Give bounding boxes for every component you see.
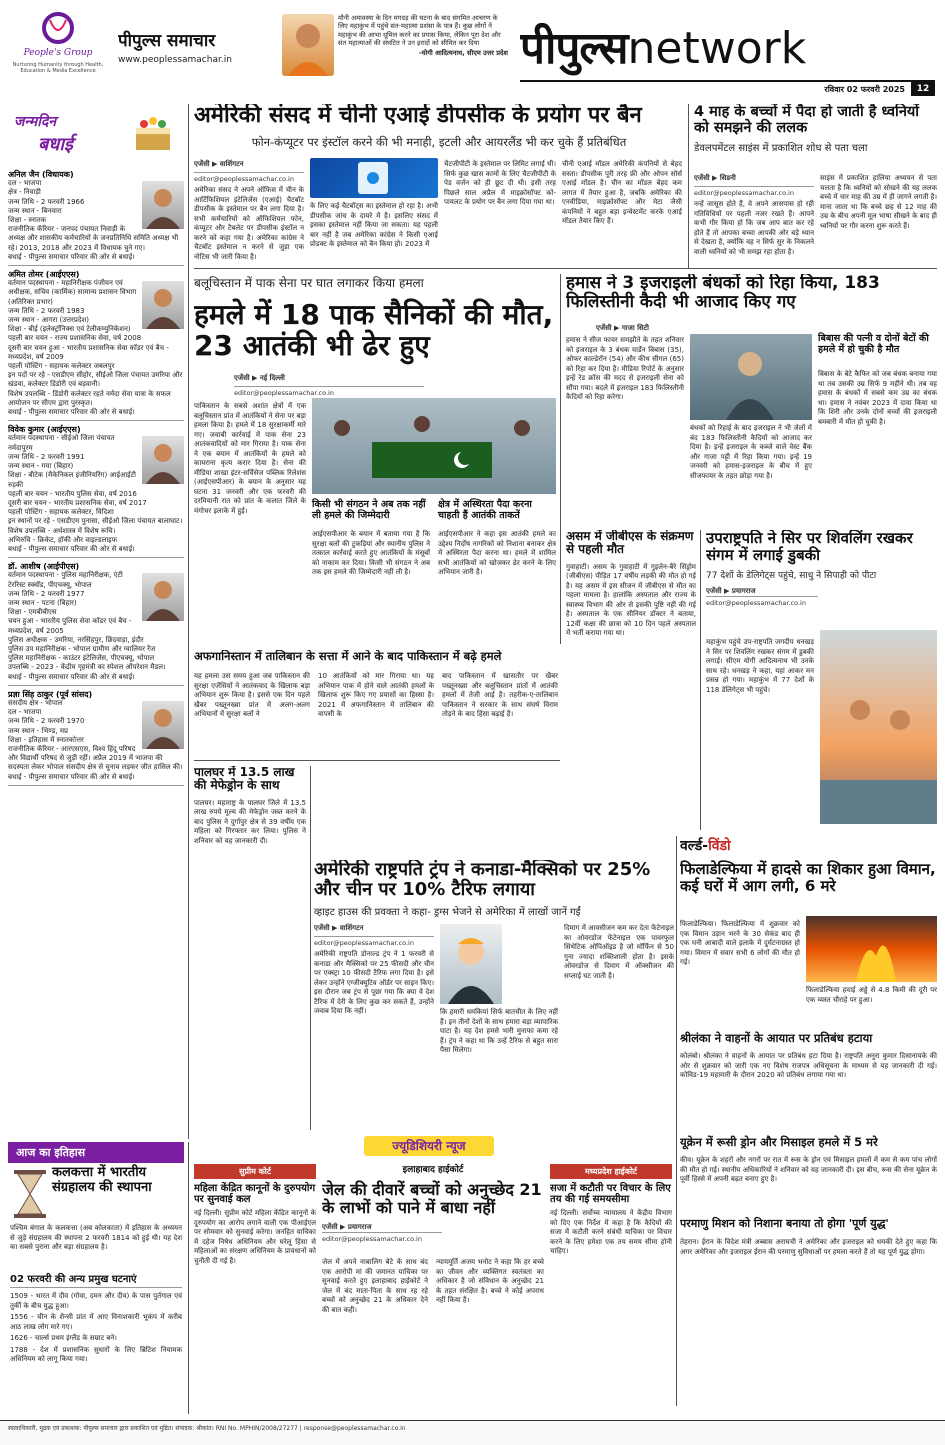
sc-story xyxy=(194,1164,316,1408)
bio-photo xyxy=(142,573,184,621)
bio-line: पुलिस उप महानिरीक्षक - भोपाल ग्रामीण और ग्वालियर रेंज xyxy=(8,644,156,653)
infant-email: editor@peoplessamachar.co.in xyxy=(694,186,814,197)
website: www.peoplessamachar.in xyxy=(118,55,232,65)
infant-body-1: नन्हें जासूस होते हैं, वे अपने आसपास हो रही गतिविधियों पर पहली नजर रखते हैं। आपने कभी गौर किया हो कि जब आप बात कर रहे होते हैं तो आपका बच्चा आपकी ओर बड़े ध्यान से देखता है, क्योंकि वह न सिर्फ सुर के निकलने वाली ध्वनियों को भी समझ रहा होता है। xyxy=(694,200,814,256)
pak-col2-body: आईएसपीआर के बयान में बताया गया है कि सुरक्षा बलों की टुकड़ियां और स्थानीय पुलिस ने तत्काल कार्रवाई करते हुए आतंकियों के मंसूबों को नाकाम कर दिया। किसी भी संगठन ने अब तक इस हमले की जिम्मेदारी नहीं ली है। xyxy=(312,530,430,576)
bio-line: जन्म तिथि - 2 फरवरी 1991 xyxy=(8,452,85,461)
footer-text: स्वत्वाधिकारी, मुद्रक एवं प्रकाशक: पीपुल्स समाचार द्वारा प्रकाशित एवं मुद्रित। संपादक: श्रीकांत। RNI No. MPHIN/2008/27277 | response@peoplessamachar.co.in xyxy=(8,1425,406,1432)
pak-kicker: बलूचिस्तान में पाक सेना पर घात लगाकर किया हमला xyxy=(194,276,424,290)
page-number: 12 xyxy=(911,82,935,96)
tariff-email: editor@peoplessamachar.co.in xyxy=(314,936,434,947)
history-text: पश्चिम बंगाल के कलकत्ता (अब कोलकाता) में इतिहास के अध्ययन से जुड़े संग्रहालय की स्थापना 2 फरवरी 1814 को हुई थी। यह देश का सबसे पुराना और बड़ा संग्रहालय है। xyxy=(10,1224,182,1251)
cake-icon xyxy=(128,108,178,158)
bio-item xyxy=(8,166,184,266)
mp-story xyxy=(550,1164,672,1408)
pak-col3-body: आईएसपीआर ने कहा इस आतंकी हमले का उद्देश्य निर्दोष नागरिकों को निशाना बनाकर क्षेत्र में अस्थिरता पैदा करना था। हमले में शामिल सभी आतंकियों को खोजकर ढेर करने के लिए अभियान जारी है। xyxy=(438,530,556,576)
hourglass-icon xyxy=(10,1168,50,1220)
event-item: 1509 - भारत में दीव (गोवा, दमन और दीव) के पास पुर्तगाल एवं तुर्की के बीच युद्ध हुआ। xyxy=(10,1292,182,1310)
bio-line: बधाई - पीपुल्स समाचार परिवार की ओर से बधाई। xyxy=(8,252,135,261)
afghan-headline: अफगानिस्तान में तालिबान के सत्ता में आने के बाद पाकिस्तान में बढ़े हमले xyxy=(194,650,502,663)
world-label: वर्ल्ड-विंडो xyxy=(680,838,731,854)
bio-name: अमित तोमर (आईएएस) xyxy=(8,270,80,280)
bio-line: वर्तमान पदस्थापना - महानिरीक्षक पंजीयन एवं अधीक्षक, सचिव (कार्मिक) सामान्य प्रशासन विभाग (अतिरिक्त प्रभार) xyxy=(8,279,137,306)
hc-body-1: जेल में अपने नाबालिग बेटे के साथ बंद एक आरोपी मां की जमानत याचिका पर सुनवाई करते हुए इलाहाबाद हाईकोर्ट ने जेल में बंद माता-पिता के साथ रह रहे बच्चों को अनुच्छेद 21 के अधिकार देने की बात कही। xyxy=(322,1258,428,1314)
tariff-byline: एजेंसी ▶ वाशिंगटन xyxy=(314,924,364,932)
pak-byline: एजेंसी ▶ नई दिल्ली xyxy=(234,374,285,382)
pak-story xyxy=(194,274,556,644)
pak-photo xyxy=(312,398,556,494)
bio-line: दूसरी बार चयन हुआ - भारतीय प्रशासनिक सेवा कॉडर एवं बैच - मध्यप्रदेश, वर्ष 2009 xyxy=(8,343,169,361)
deepseek-photo xyxy=(310,158,438,198)
history-box xyxy=(8,1142,184,1410)
palghar-story xyxy=(194,766,306,1126)
peoples-group-name: People's Group xyxy=(23,48,93,58)
hamas-side-body: बिबास के बेटे कैफिर को जब बंधक बनाया गया था तब उसकी उम्र सिर्फ 9 महीने थी। तब वह हमास के बंधकों में सबसे कम उम्र का बंधक था। हमास ने नवंबर 2023 में दावा किया था कि शिरी और उनके दोनों बच्चों की इजराइली बमबारी में मौत हो चुकी है। xyxy=(818,370,937,426)
bio-item xyxy=(8,266,184,421)
bio-line: शिक्षा - एमबीबीएस xyxy=(8,608,57,617)
bio-line: जन्म तिथि - 2 फरवरी 1983 xyxy=(8,306,85,315)
history-title: कलकत्ता में भारतीय संग्रहालय की स्थापना xyxy=(52,1165,152,1195)
bio-item xyxy=(8,421,184,558)
lanka-headline: श्रीलंका ने वाहनों के आयात पर प्रतिबंध हटाया xyxy=(680,1031,873,1045)
deepseek-story xyxy=(194,104,684,264)
pak-col2-title: किसी भी संगठन ने अब तक नहीं ली हमले की जिम्मेदारी xyxy=(312,499,426,521)
world-window xyxy=(680,836,937,1406)
pak-email: editor@peoplessamachar.co.in xyxy=(234,386,424,397)
afghan-body-2: 10 आतंकियों को मार गिराया था। यह अभियान पाक में होने वाले आतंकी हमलों के खिलाफ शुरू किए गए प्रयासों का हिस्सा है। 2021 में अफगानिस्तान में तालिबान की वापसी के xyxy=(318,672,434,718)
judiciary-banner: ज्यूडिशियरी न्यूज xyxy=(364,1136,494,1156)
bio-line: दूसरी बार चयन - भारतीय प्रशासनिक सेवा, वर्ष 2017 xyxy=(8,498,147,507)
bio-line: बधाई - पीपुल्स समाचार परिवार की ओर से बधाई। xyxy=(8,772,135,781)
brand-en: network xyxy=(627,23,807,74)
footer xyxy=(0,1420,945,1445)
bio-line: चयन हुआ - भारतीय पुलिस सेवा कॉडर एवं बैच - मध्यप्रदेश, वर्ष 2005 xyxy=(8,617,132,635)
crash-photo xyxy=(806,916,937,982)
judiciary-section xyxy=(194,1136,672,1408)
person-icon xyxy=(142,436,184,484)
person-icon xyxy=(142,181,184,229)
issue-date: रविवार 02 फरवरी 2025 xyxy=(824,85,905,94)
bio-line: बधाई - पीपुल्स समाचार परिवार की ओर से बधाई। xyxy=(8,408,135,417)
hamas-story xyxy=(566,274,937,524)
hc-email: editor@peoplessamachar.co.in xyxy=(322,1232,442,1243)
infant-story xyxy=(694,104,937,264)
infant-headline: 4 माह के बच्चों में पैदा हो जाती है ध्वनियों को समझने की ललक xyxy=(694,104,920,137)
bio-name: अनिल जैन (विधायक) xyxy=(8,170,74,179)
person-icon xyxy=(690,334,812,420)
bio-line: इन पदों पर रहे - एसडीएम सीहोर, सीईओ जिला पंचायत उमरिया और खंडवा, कलेक्टर डिंडोरी एवं बड़वानी। xyxy=(8,371,183,389)
bio-line: इन स्थानों पर रहे - एसडीएम पुनासा, सीईओ जिला पंचायत बालाघाट। xyxy=(8,517,183,526)
hamas-byline: एजेंसी ▶ गाजा सिटी xyxy=(596,324,649,332)
hc-headline: जेल की दीवारें बच्चों को अनुच्छेद 21 के लाभों को पाने में बाधा नहीं xyxy=(322,1180,542,1217)
bio-line: पहली बार चयन - भारतीय पुलिस सेवा, वर्ष 2016 xyxy=(8,489,137,498)
bio-photo xyxy=(142,436,184,484)
deepseek-email: editor@peoplessamachar.co.in xyxy=(194,172,304,183)
soldiers-flag-icon xyxy=(312,398,556,494)
iran-body: तेहरान। ईरान के विदेश मंत्री अब्बास अराघची ने अमेरिका और इजराइल को धमकी देते हुए कहा कि अगर अमेरिका और इजराइल ईरान की परमाणु सुविधाओं पर हमला करते हैं तो यह पूर्ण युद्ध होगा। xyxy=(680,1238,937,1256)
ukraine-headline: यूक्रेन में रूसी ड्रोन और मिसाइल हमले में 5 मरे xyxy=(680,1135,878,1149)
history-label: आज का इतिहास xyxy=(8,1142,184,1163)
sc-body: नई दिल्ली। सुप्रीम कोर्ट महिला केंद्रित कानूनों के दुरुपयोग का आरोप लगाने वाली एक पीआईएल पर सोमवार को सुनवाई करेगा। जनहित याचिका में दहेज निषेध अधिनियम और घरेलू हिंसा से महिलाओं का संरक्षण अधिनियम के प्रावधानों को चुनौती दी गई है। xyxy=(194,1209,316,1265)
bio-name: प्रज्ञा सिंह ठाकुर (पूर्व सांसद) xyxy=(8,689,93,699)
hc-body-2: न्यायमूर्ति अजय भनोट ने कहा कि हर बच्चे का जीवन और व्यक्तिगत स्वतंत्रता का अधिकार है जो संविधान के अनुच्छेद 21 के तहत संरक्षित है। बच्चे ने कोई अपराध नहीं किया है। xyxy=(436,1258,544,1304)
vp-byline: एजेंसी ▶ प्रयागराज xyxy=(706,586,756,595)
hamas-side-title: बिबास की पत्नी व दोनों बेटों की हमले में हो चुकी है मौत xyxy=(818,333,929,355)
hc-story xyxy=(322,1162,544,1408)
quote-text: मौनी अमावस्या के दिन मगदड़ की घटना के बाद संगमित आचरण के लिए महाकुंभ में पहुंचे संत-महात्मा प्रशंसा के पात्र हैं। कुछ लोगों ने महाकुंभ की आभा धूमिल करने का प्रयास किया, लेकिन पूरा देश और संत महात्माओं की संघटित ने उन इरादों को सीमित कर दिया xyxy=(338,14,501,48)
person-icon xyxy=(142,701,184,749)
peoples-group-logo xyxy=(8,10,108,90)
pak-body-1: पाकिस्तान के सबसे अशांत क्षेत्रों में एक बलूचिस्तान प्रांत में आतंकियों ने सेना पर बड़ा हमला किया है। हमले में 18 सुरक्षाकर्मी मारे गए। जवाबी कार्रवाई में पाक सेना 23 आतंकवादियों को मार गिराया है। पाक सेना ने एक बयान में आतंकियों के हमले को कायराना कृत्य करार दिया है। सेना की मीडिया शाखा इंटर-सर्विसेज पब्लिक रिलेशंस (आईएसपीआर) के बयान के अनुसार यह घटना 31 जनवरी और एक फरवरी की दरमियानी रात को प्रांत के कलात जिले के मंगोचर इलाके में हुई। xyxy=(194,402,306,515)
bio-line: वर्तमान पदस्थापना - सीईओ जिला पंचायत नर्मदापुरम xyxy=(8,434,115,452)
bio-line: विशेष उपलब्धि - डिंडोरी कलेक्टर रहते नर्मदा सेवा यात्रा के सफल आयोजन पर सीएम द्वारा पुरस्कृत। xyxy=(8,389,171,407)
deepseek-subhead: फोन-कंप्यूटर पर इंस्टॉल करने की भी मनाही, इटली और आयरलैंड भी कर चुके हैं प्रतिबंधित xyxy=(251,134,627,149)
bio-line: पहली पोस्टिंग - सहायक कलेक्टर जबलपुर xyxy=(8,362,115,371)
trump-photo xyxy=(440,924,502,1004)
quote-box xyxy=(338,14,508,86)
yogi-photo xyxy=(282,14,334,76)
crash-caption: फिलाडेल्फिया हवाई अड्डे से 4.8 किमी की दूरी पर एक व्यस्त चौराहे पर हुआ। xyxy=(806,986,937,1004)
bio-line: जन्म स्थान - गया (बिहार) xyxy=(8,462,74,471)
bio-line: पुलिस महानिरीक्षक - काउंटर इंटेलिजेंस, पीएचक्यू, भोपाल xyxy=(8,654,155,663)
peoples-group-ring-icon xyxy=(38,10,78,46)
deepseek-byline: एजेंसी ▶ वाशिंगटन xyxy=(194,160,244,168)
hamas-body-2: बंधकों को रिहाई के बाद इजराइल ने भी जेलों में बंद 183 फिलिस्तीनी कैदियों को आजाद कर दिया है। इन्हें इजराइल के कब्जे वाले वेस्ट बैंक और गाजा पट्टी में रिहा किया गया। इन्हें 19 जनवरी को हमास-इजराइल के बीच में हुए सीजफायर के तहत छोड़ा गया है। xyxy=(690,424,812,480)
bio-line: जन्म तिथि - 2 फरवरी 1966 xyxy=(8,197,85,206)
bio-line: जन्म स्थान - भिण्ड, मप्र xyxy=(8,726,68,735)
birthday-title-top: जन्मदिन xyxy=(14,114,57,130)
hc-byline: एजेंसी ▶ प्रयागराज xyxy=(322,1222,372,1231)
sc-label: सुप्रीम कोर्ट xyxy=(194,1164,316,1179)
bio-line: शिक्षा - इतिहास में स्नातकोत्तर xyxy=(8,735,84,744)
bio-line: दल - भाजपा xyxy=(8,179,42,188)
bio-line: शिक्षा - बीई (इलेक्ट्रॉनिक्स एवं टेलीकम्युनिकेशन) xyxy=(8,325,131,334)
bio-line: क्षेत्र - निवाड़ी xyxy=(8,188,41,197)
person-icon xyxy=(142,281,184,329)
lanka-body: कोलंबो। श्रीलंका ने वाहनों के आयात पर प्रतिबंध हटा दिया है। राष्ट्रपति अनुरा कुमार दिसानायके की ओर से शुक्रवार को जारी एक नए विशेष राजपत्र अधिसूचना के माध्यम से यह जानकारी दी गई। कोविड-19 महामारी के दौरान 2020 को प्रतिबंध लगाया गया था। xyxy=(680,1052,937,1079)
infant-subhead: डेवलपमेंटल साइंस में प्रकाशित शोध से पता चला xyxy=(694,143,868,155)
hc-label: इलाहाबाद हाईकोर्ट xyxy=(402,1165,464,1175)
bio-line: शिक्षा - स्नातक xyxy=(8,216,47,225)
assam-body: गुवाहाटी। असम के गुवाहाटी में गुइलेन-बैरे सिंड्रोम (जीबीएस) पीड़ित 17 वर्षीय लड़की की मौत हो गई है। यह असम में इस सीजन में जीबीएस से मौत का पहला मामला है। हालांकि अस्पताल और राज्य के स्वास्थ्य विभाग की ओर से इसकी पुष्टि नहीं की गई है। अस्पताल के एक सीनियर डॉक्टर ने बताया, 12वीं कक्षा की छात्रा को 10 दिन पहले अस्पताल में भर्ती कराया गया था। xyxy=(566,562,696,638)
afghan-body-3: बाद पाकिस्तान में खासतौर पर खैबर पख्तूनख्वा और बलूचिस्तान प्रांतों में आतंकी हमलों में तेजी आई है। तहरीक-ए-तालिबान पाकिस्तान ने सरकार के साथ संघर्ष विराम तोड़ने के बाद हिंसा बढ़ाई है। xyxy=(442,672,558,718)
tariff-body-1: अमेरिकी राष्ट्रपति डोनाल्ड ट्रंप ने 1 फरवरी से कनाडा और मैक्सिको पर 25 फीसदी और चीन पर एक्स्ट्रा 10 फीसदी टैरिफ लगा दिया है। इसे लेकर उन्होंने एग्जीक्यूटिव ऑर्डर पर साइन किए। इस दौरान जब ट्रंप से पूछा गया कि क्या वे देश टैरिफ में देरी के लिए कुछ कर सकते हैं, उन्होंने जवाब दिया कि नहीं। xyxy=(314,950,434,1015)
events-title: 02 फरवरी की अन्य प्रमुख घटनाएं xyxy=(10,1274,182,1288)
bio-photo xyxy=(142,701,184,749)
brand-hindi: पीपुल्स xyxy=(520,23,628,74)
deepseek-body-2: के लिए कई चैटबॉट्स का इस्तेमाल हो रहा है। अभी डीपसीक जांच के दायरे में है। इसलिए संसद में इसका इस्तेमाल नहीं किया जा सकता। यह पहली बार नहीं है जब अमेरिका कांग्रेस ने किसी एआई प्रोडक्ट के इस्तेमाल को बैन किया हो। 2023 में xyxy=(310,202,438,248)
vindo-text: विंडो xyxy=(708,838,731,854)
phone-icon xyxy=(310,158,438,198)
birthday-column xyxy=(8,104,184,1136)
bio-line: दल - भाजपा xyxy=(8,708,42,717)
birthday-title-bottom: बधाई xyxy=(38,134,73,155)
bio-line: पुलिस अधीक्षक - उमरिया, नरसिंहपुर, छिंदवाड़ा, इंदौर xyxy=(8,635,144,644)
vp-body: महाकुंभ पहुंचे उप-राष्ट्रपति जगदीप धनखड़ ने सिर पर शिवलिंग रखकर संगम में डुबकी लगाई। सीएम योगी आदित्यनाथ भी उनके साथ रहे। धनखड़ ने कहा, यहां आकर मन प्रसन्न हो गया। महाकुंभ में 77 देशों के 118 डेलिगेट्स भी पहुंचे। xyxy=(706,638,814,694)
palghar-body: पालघर। महाराष्ट्र के पालघर जिले में 13.5 लाख रुपये मूल्य की मेफेड्रोन जब्त करने के बाद पुलिस ने दुर्गापुर क्षेत्र से 39 वर्षीय एक महिला को गिरफ्तार कर लिया। पुलिस ने शनिवार को यह जानकारी दी। xyxy=(194,798,306,845)
infant-body-2: साइंस में प्रकाशित हालिया अध्ययन से पता चलता है कि ध्वनियों को सोखने की यह ललक बच्चे में चार माह की उम्र में ही जागने लगती है। माना जाता था कि बच्चे छह से 12 माह की उम्र के बीच अपनी मूल भाषा सीखने के बाद ही ध्वनियों पर गौर करना शुरू करते हैं। xyxy=(820,174,937,230)
bio-line: अभिरुचि - क्रिकेट, हॉकी और वाइल्डलाइफ xyxy=(8,535,118,544)
assam-headline: असम में जीबीएस के संक्रमण से पहली मौत xyxy=(566,530,694,557)
bio-item xyxy=(8,686,184,786)
fire-icon xyxy=(806,916,937,982)
bio-line: जन्म तिथि - 2 फरवरी 1970 xyxy=(8,717,85,726)
birthday-list xyxy=(8,166,184,786)
bio-line: उपलब्धि - 2023 - केंद्रीय गृहमंत्री का स्पेशल ऑपरेशन मैडल। xyxy=(8,663,166,672)
event-item: 1788 - देश में प्रशासनिक सुधारों के लिए ब्रिटिश नियामक अधिनियम को लागू किया गया। xyxy=(10,1345,182,1363)
mp-label: मध्यप्रदेश हाईकोर्ट xyxy=(550,1164,672,1179)
deepseek-body-1: अमेरिका संसद ने अपने ऑफिस में चीन के आर्टिफिशियल इंटेलिजेंस (एआई) चैटबॉट डीपसीक के इस्तेमाल पर बैन लगा दिया है। सभी कर्मचारियों को ऑफिशियल फोन, कंप्यूटर और टैबलेट पर डीपसीक इंस्टॉल न करने को कहा गया है। अमेरिका कांग्रेस ने चैटबॉट इस्तेमाल न करने से जुड़ा एक नोटिस भी जारी किया है। xyxy=(194,186,304,261)
bio-line: बधाई - पीपुल्स समाचार परिवार की ओर से बधाई। xyxy=(8,544,135,553)
bio-line: राजनीतिक कॅरियर - जनपद पंचायत निवाड़ी के अध्यक्ष और शासकीय कर्मचारियों के जनप्रतिनिधि समिति अध्यक्ष भी रहे। 2013, 2018 और 2023 में विधायक चुने गए। xyxy=(8,225,179,252)
people-bathing-icon xyxy=(820,630,937,824)
tariff-body-3: दिमाग में आवसीजन कम कर देता फेंटेनाइल का ओवरडोज फेंटेनाइल एक पावरफुल सिंथेटिक ओपिऑइड है जो मॉर्फिन से 50 गुना ज्यादा शक्तिशाली होता है। इसके ओवरडोज से दिमाग में ऑक्सीजन की सप्लाई घट जाती है। xyxy=(564,924,674,980)
bio-photo xyxy=(142,281,184,329)
deepseek-body-4: चीनी एआई मॉडल अमेरिकी कंपनियों से बेहद सस्ता। डीपसीक पूरी तरह फ्री और ओपन सोर्स एआई मॉडल है। चीन का मॉडल बेहद कम लागत में तैयार हुआ है, जबकि अमेरिका की एनवीडिया, माइक्रोसॉफ्ट और मेटा जैसी कंपनियों ने बहुत बड़ा इन्वेस्टमेंट करके एआई मॉडल तैयार किए हैं। xyxy=(562,160,682,225)
hamas-body-1: हमास ने सीज फायर समझौते के तहत शनिवार को इजराइल के 3 बंधक यार्डेन बिबास (35), ओफर काल्डेरॉन (54) और कीथ सीगल (65) को रिहा कर दिया है। मीडिया रिपोर्ट के अनुसार इन्हें रेड क्रॉस की मदद से इजराइली सेना को सौंपा गया। बदले में इजराइल 183 फिलिस्तीनी कैदियों को रिहा करेगा। xyxy=(566,336,684,401)
afghan-body-1: यह हमला उस समय हुआ जब पाकिस्तान की सुरक्षा एजेंसियों ने आतंकवाद के खिलाफ बड़ा अभियान शुरू किया है। इससे एक दिन पहले खैबर पख्तूनख्वा प्रांत में अलग-अलग अभियानों में सुरक्षा बलों ने xyxy=(194,672,310,718)
bio-line: बधाई - पीपुल्स समाचार परिवार की ओर से बधाई। xyxy=(8,672,135,681)
bio-photo xyxy=(142,181,184,229)
vp-photo xyxy=(820,630,937,824)
date-strip xyxy=(520,80,935,96)
pak-headline: हमले में 18 पाक सैनिकों की मौत, 23 आतंकी भी ढेर हुए xyxy=(194,298,554,363)
event-item: 1626 - चार्ल्स प्रथम इंग्लैंड के सम्राट बने। xyxy=(10,1334,117,1342)
world-text: वर्ल्ड xyxy=(680,838,703,854)
bio-line: वर्तमान पदस्थापना - पुलिस महानिरीक्षक, एंटी टेररिस्ट स्क्वॉड, पीएचक्यू, भोपाल xyxy=(8,571,123,589)
bio-name: विवेक कुमार (आईएएस) xyxy=(8,425,81,435)
person-icon xyxy=(440,924,502,1004)
mp-body: नई दिल्ली। सर्वोच्च न्यायालय ने केंद्रीय विभाग को दिए एक निर्देश में कहा है कि कैदियों की सजा में कटौती करने संबंधी याचिका पर विचार करने के लिए हमेशा एक तय समय सीमा होनी चाहिए। xyxy=(550,1209,672,1256)
tariff-subhead: व्हाइट हाउस की प्रवक्ता ने कहा- ड्रग्स भेजने से अमेरिका में लाखों जानें गईं xyxy=(314,907,581,919)
bio-line: जन्म स्थान - आगरा (उत्तरप्रदेश) xyxy=(8,316,90,325)
event-item: 1556 - चीन के शैन्सी प्रांत में आए विनाशकारी भूकंप में करीब आठ लाख लोग मारे गए। xyxy=(10,1313,182,1331)
crash-body: फिलाडेल्फिया। फिलाडेल्फिया में शुक्रवार को एक विमान उड़ान भरने के 30 सेकंड बाद ही एक घनी आबादी वाले इलाके में दुर्घटनाग्रस्त हो गया। विमान में सवार सभी 6 लोगों की मौत हो गई। xyxy=(680,920,800,966)
bio-line: जन्म स्थान - पटना (बिहार) xyxy=(8,598,77,607)
vp-headline: उपराष्ट्रपति ने सिर पर शिवलिंग रखकर संगम में लगाई डुबकी xyxy=(706,530,913,564)
palghar-headline: पालघर में 13.5 लाख की मेफेड्रोन के साथ xyxy=(194,766,295,793)
bio-line: पहली पोस्टिंग - सहायक कलेक्टर, विदिशा xyxy=(8,508,114,517)
afghan-story xyxy=(194,650,560,754)
bio-line: जन्म स्थान - बिनवारा xyxy=(8,206,62,215)
bio-line: संसदीय क्षेत्र - भोपाल xyxy=(8,698,63,707)
sc-headline: महिला केंद्रित कानूनों के दुरुपयोग पर सुनवाई कल xyxy=(194,1183,316,1206)
bio-name: डॉ. आशीष (आईपीएस) xyxy=(8,562,80,572)
person-icon xyxy=(142,573,184,621)
quote-author: -योगी आदित्यनाथ, सीएम उत्तर प्रदेश xyxy=(419,48,508,57)
tariff-body-2: कि हमारी धमकियां सिर्फ बातचीत के लिए नहीं हैं। इन तीनों देशों के साथ हमारा बड़ा व्यापारिक घाटा है। यह देश हमसे भारी मुनाफा कमा रहे हैं। ट्रंप ने कहा था कि उन्हें टैरिफ से बहुत सारा पैसा मिलेगा। xyxy=(440,1008,558,1054)
assam-story xyxy=(566,530,696,830)
hamas-headline: हमास ने 3 इजराइली बंधकों को रिहा किया, 183 फिलिस्तीनी कैदी भी आजाद किए गए xyxy=(566,274,880,313)
bio-line: विशेष उपलब्धि - अर्थशास्त्र में विशेष रूचि। xyxy=(8,526,116,535)
vp-story xyxy=(706,530,937,830)
bio-item xyxy=(8,558,184,686)
vp-subhead: 77 देशों के डेलिगेट्स पहुंचे, साधु ने सिपाही को पीटा xyxy=(706,570,877,581)
person-icon xyxy=(282,14,334,76)
bio-line: जन्म तिथि - 2 फरवरी 1977 xyxy=(8,589,85,598)
hamas-photo xyxy=(690,334,812,420)
masthead xyxy=(0,0,945,100)
deepseek-body-3: चैटजीपीटी के इस्तेमाल पर लिमिट लगाई थी। सिर्फ कुछ खास कामों के लिए चैटजीपीटी के पेड वर्जन को ही छूट दी थी। इसी तरह पिछले साल अप्रैल में माइक्रोसॉफ्ट को-पायलट के प्रयोग पर बैन लगा दिया गया था। xyxy=(444,160,556,206)
deepseek-headline: अमेरिकी संसद में चीनी एआई डीपसीक के प्रयोग पर बैन xyxy=(194,104,642,128)
crash-headline: फिलाडेल्फिया में हादसे का शिकार हुआ विमान, कई घरों में आग लगी, 6 मरे xyxy=(680,860,936,895)
infant-byline: एजेंसी ▶ सिडनी xyxy=(694,174,736,182)
samachar-logo xyxy=(118,28,278,73)
birthday-header xyxy=(8,104,184,166)
tariff-headline: अमेरिकी राष्ट्रपति ट्रंप ने कनाडा-मैक्सिको पर 25% और चीन पर 10% टैरिफ लगाया xyxy=(314,860,651,901)
peoples-group-tagline: Nurturing Humanity through Health, Education & Media Excellence xyxy=(12,62,104,74)
samachar-title: पीपुल्स समाचार xyxy=(118,31,216,51)
bio-line: पहली बार चयन - राज्य प्रशासनिक सेवा, वर्ष 2008 xyxy=(8,334,142,343)
bio-line: शिक्षा - बीटेक (मैकेनिकल इंजीनियरिंग) आईआईटी रुड़की xyxy=(8,471,136,489)
ukraine-body: कीव। यूक्रेन के शहरों और नगरों पर रात में रूस के ड्रोन एवं मिसाइल हमलों में कम से कम पांच लोगों की मौत हो गई। स्थानीय अधिकारियों ने शनिवार को यह जानकारी दी। इस बीच, रूस की सेना यूक्रेन के पूर्वी हिस्से में अपनी बढ़त बनाए हुए है। xyxy=(680,1156,937,1183)
events-list xyxy=(10,1292,182,1367)
brand-logo xyxy=(520,16,935,78)
pak-col3-title: क्षेत्र में अस्थिरता पैदा करना चाहती हैं आतंकी ताकतें xyxy=(438,499,532,521)
iran-headline: परमाणु मिशन को निशाना बनाया तो होगा 'पूर्ण युद्ध' xyxy=(680,1217,889,1230)
vp-email: editor@peoplessamachar.co.in xyxy=(706,596,818,607)
mp-headline: सजा में कटौती पर विचार के लिए तय की गई समयसीमा xyxy=(550,1183,671,1206)
bio-line: राजनीतिक कॅरियर - आरएसएस, विश्व हिंदू परिषद और विद्यार्थी परिषद से जुड़ी रहीं। अप्रैल 2019 में भाजपा की सदस्यता लेकर भोपाल संसदीय क्षेत्र से चुनाव लड़कर जीत हासिल की। xyxy=(8,744,183,772)
